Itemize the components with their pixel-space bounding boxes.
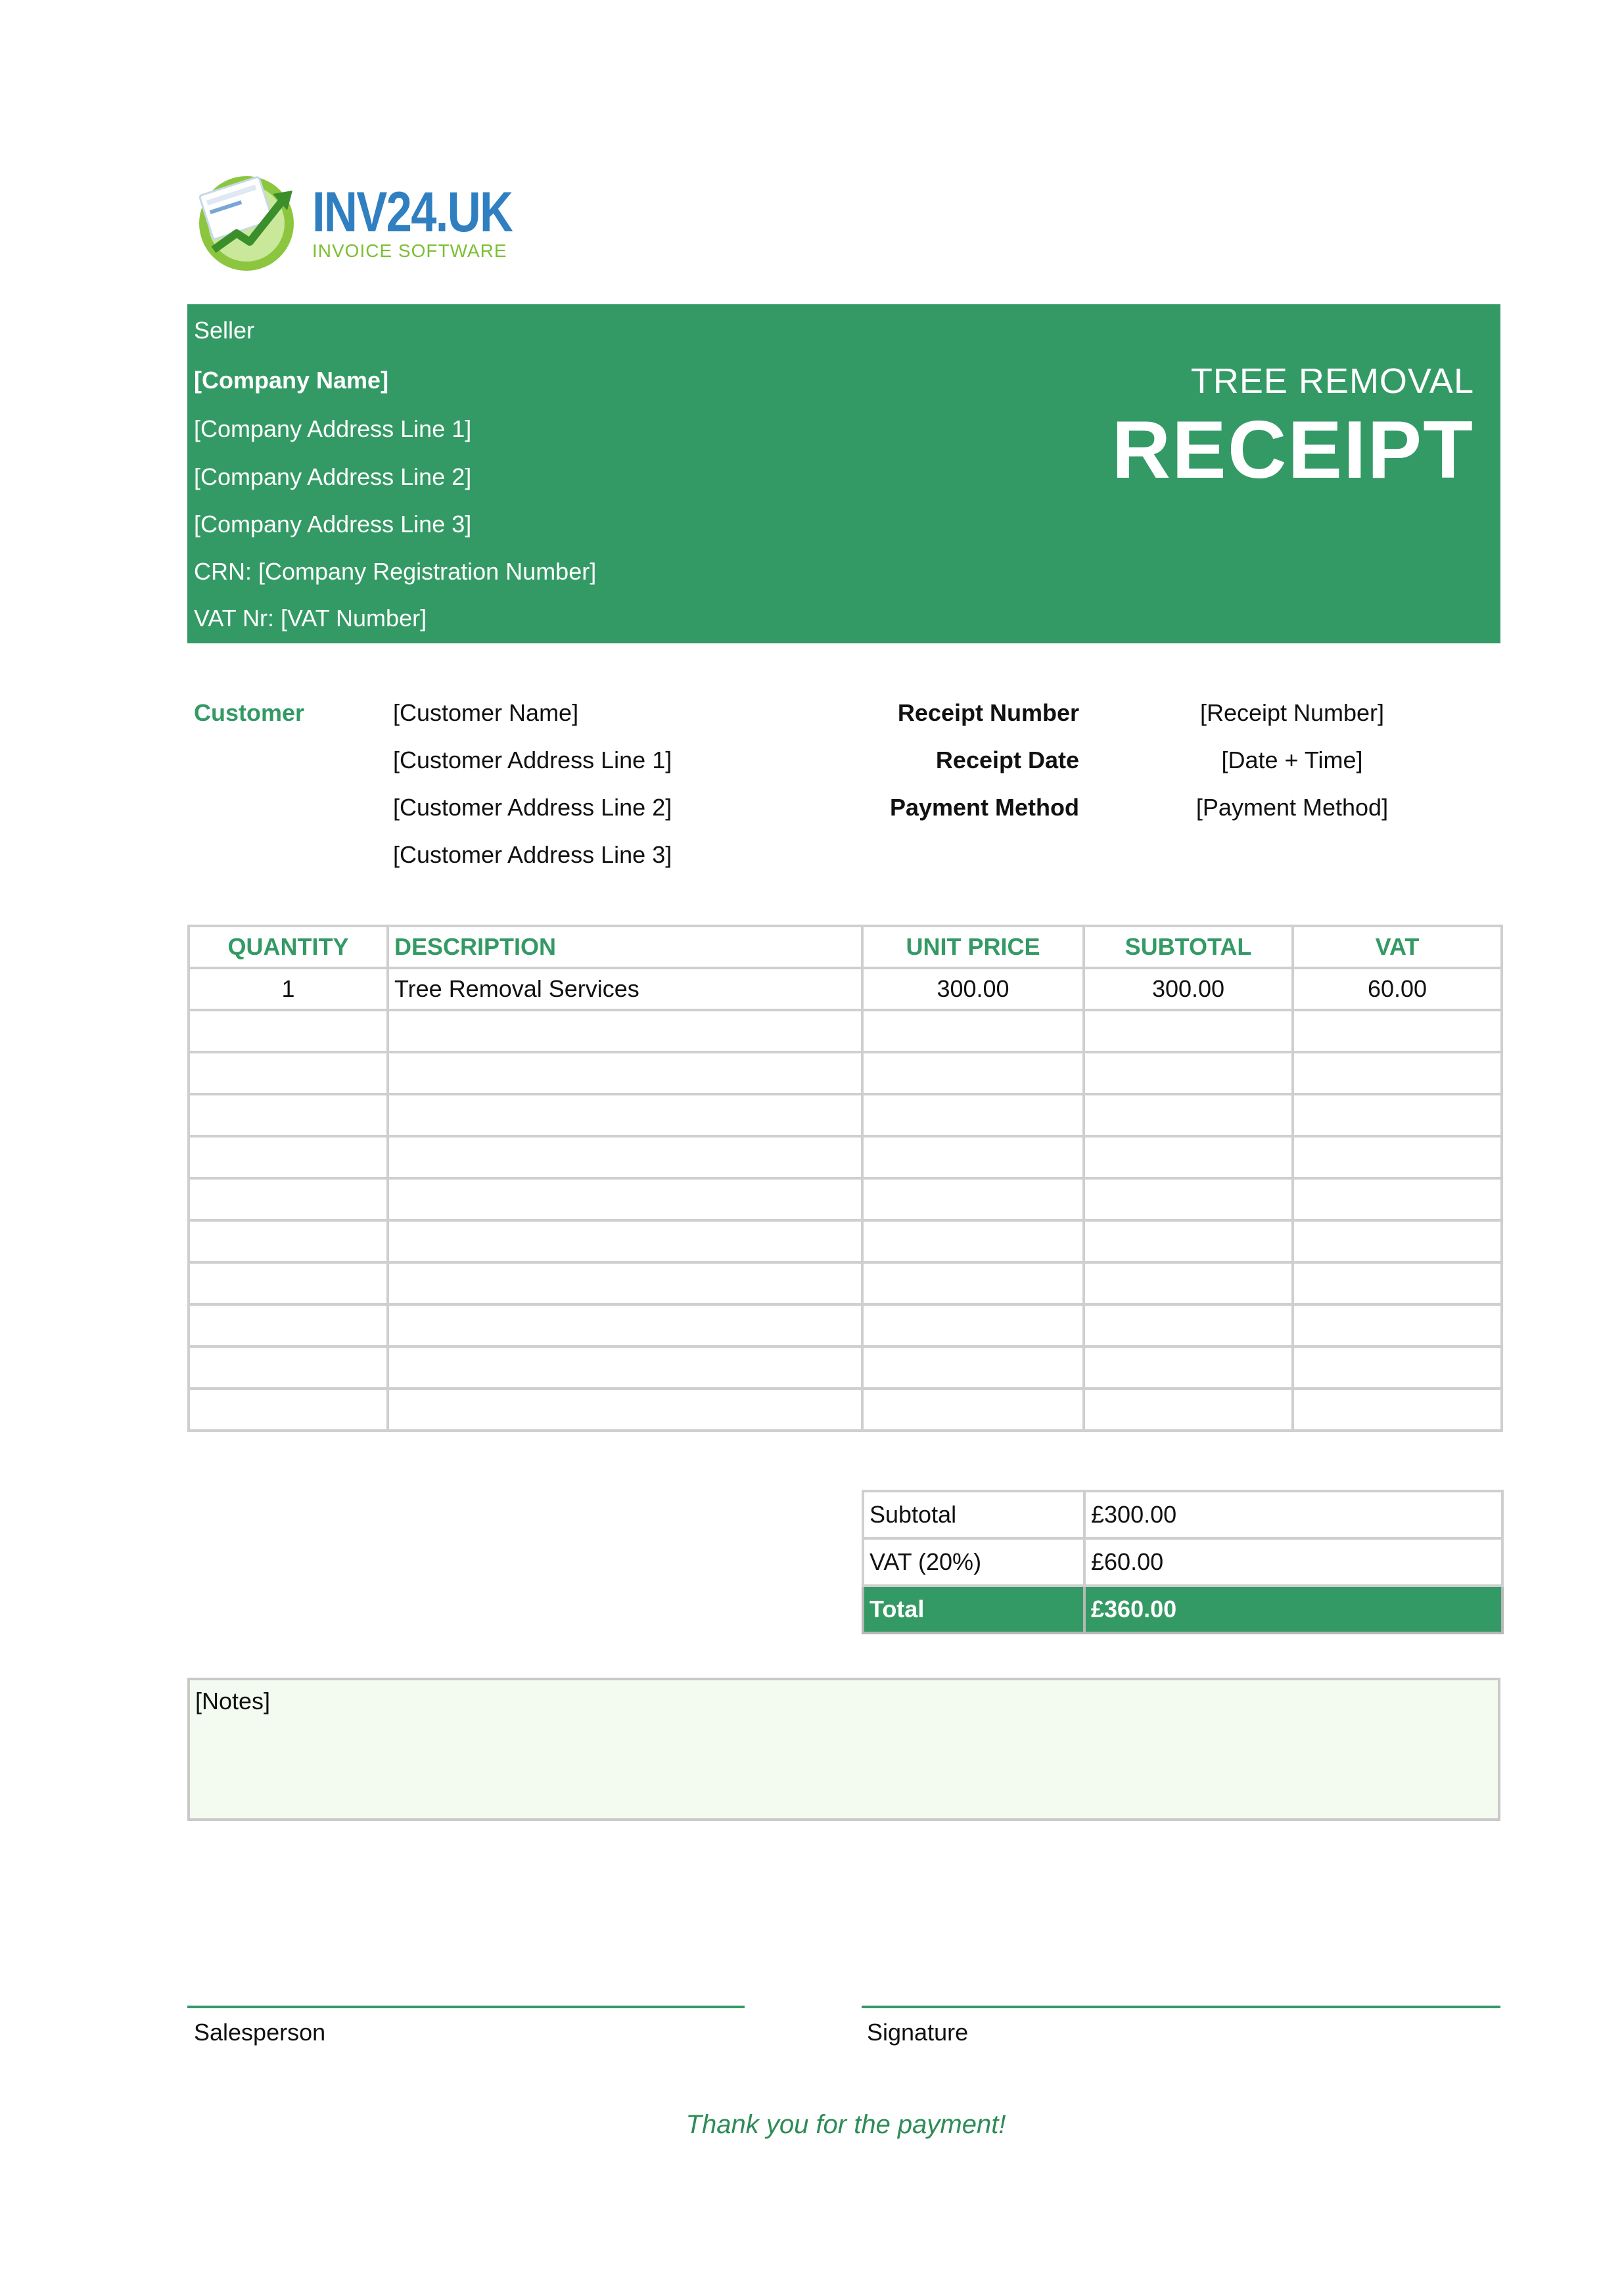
cell-quantity: [189, 1220, 388, 1262]
seller-label: Seller: [194, 317, 255, 344]
company-logo: [194, 164, 513, 276]
vat-row: [863, 1538, 1502, 1586]
total-label: Total: [863, 1586, 1084, 1633]
logo-tagline: INVOICE SOFTWARE: [312, 241, 507, 261]
thank-you-message: Thank you for the payment!: [685, 2110, 1006, 2139]
receipt-number-label: Receipt Number: [897, 699, 1079, 726]
header-vat: VAT: [1293, 926, 1502, 968]
seller-header: [187, 304, 1500, 643]
document-subtitle: TREE REMOVAL: [1190, 361, 1474, 401]
cell-quantity: [189, 1010, 388, 1052]
cell-unit-price: [862, 1346, 1084, 1389]
salesperson-label: Salesperson: [194, 2019, 326, 2046]
cell-quantity: [189, 1052, 388, 1094]
cell-subtotal: [1084, 1304, 1293, 1346]
notes-box[interactable]: [187, 1678, 1500, 1821]
cell-vat: [1293, 1220, 1502, 1262]
subtotal-row: [863, 1491, 1502, 1538]
company-crn: CRN: [Company Registration Number]: [194, 558, 597, 585]
cell-subtotal: [1084, 1136, 1293, 1178]
cell-description: [388, 1010, 862, 1052]
cell-subtotal: [1084, 1094, 1293, 1136]
cell-unit-price: [862, 1010, 1084, 1052]
table-row: [189, 1010, 1502, 1052]
cell-description: [388, 1136, 862, 1178]
cell-subtotal: [1084, 1010, 1293, 1052]
cell-vat: [1293, 1010, 1502, 1052]
subtotal-value: £300.00: [1084, 1491, 1502, 1538]
cell-subtotal: [1084, 1262, 1293, 1304]
items-table: [187, 925, 1503, 1432]
table-row: [189, 1220, 1502, 1262]
receipt-date-value: [Date + Time]: [1221, 747, 1363, 773]
cell-vat: [1293, 1136, 1502, 1178]
cell-quantity: [189, 1178, 388, 1220]
table-row: [189, 1178, 1502, 1220]
company-vat-number: VAT Nr: [VAT Number]: [194, 605, 427, 632]
header-unit-price: UNIT PRICE: [862, 926, 1084, 968]
total-row: [863, 1586, 1502, 1633]
cell-description: [388, 1346, 862, 1389]
company-address-line-2: [Company Address Line 2]: [194, 463, 472, 490]
cell-unit-price: [862, 1136, 1084, 1178]
cell-vat: [1293, 1346, 1502, 1389]
cell-description: Tree Removal Services: [388, 968, 862, 1010]
cell-vat: 60.00: [1293, 968, 1502, 1010]
cell-subtotal: [1084, 1178, 1293, 1220]
cell-unit-price: [862, 1304, 1084, 1346]
cell-unit-price: [862, 1262, 1084, 1304]
signature-line: [862, 2006, 1500, 2008]
cell-subtotal: 300.00: [1084, 968, 1293, 1010]
payment-method-label: Payment Method: [889, 794, 1079, 821]
header-subtotal: SUBTOTAL: [1084, 926, 1293, 968]
customer-address-line-3: [Customer Address Line 3]: [393, 841, 672, 868]
table-row: [189, 1304, 1502, 1346]
cell-unit-price: [862, 1094, 1084, 1136]
cell-vat: [1293, 1052, 1502, 1094]
subtotal-label: Subtotal: [863, 1491, 1084, 1538]
cell-subtotal: [1084, 1389, 1293, 1431]
cell-description: [388, 1094, 862, 1136]
table-row: [189, 968, 1502, 1010]
cell-quantity: [189, 1262, 388, 1304]
cell-description: [388, 1304, 862, 1346]
cell-subtotal: [1084, 1220, 1293, 1262]
notes-text: [Notes]: [195, 1688, 271, 1714]
table-row: [189, 1052, 1502, 1094]
cell-quantity: [189, 1094, 388, 1136]
cell-unit-price: [862, 1178, 1084, 1220]
cell-quantity: [189, 1389, 388, 1431]
total-value: £360.00: [1084, 1586, 1502, 1633]
cell-description: [388, 1178, 862, 1220]
cell-description: [388, 1052, 862, 1094]
table-row: [189, 1136, 1502, 1178]
company-name: [Company Name]: [194, 367, 389, 394]
cell-unit-price: [862, 1389, 1084, 1431]
receipt-number-value: [Receipt Number]: [1199, 699, 1385, 726]
cell-vat: [1293, 1304, 1502, 1346]
customer-label: Customer: [194, 699, 305, 726]
totals-table: [862, 1490, 1504, 1634]
cell-quantity: 1: [189, 968, 388, 1010]
table-row: [189, 1389, 1502, 1431]
cell-unit-price: 300.00: [862, 968, 1084, 1010]
table-row: [189, 1094, 1502, 1136]
header-quantity: QUANTITY: [189, 926, 388, 968]
cell-subtotal: [1084, 1052, 1293, 1094]
receipt-date-label: Receipt Date: [935, 747, 1079, 773]
cell-unit-price: [862, 1220, 1084, 1262]
cell-unit-price: [862, 1052, 1084, 1094]
salesperson-line: [187, 2006, 745, 2008]
table-row: [189, 1262, 1502, 1304]
cell-description: [388, 1262, 862, 1304]
logo-name: INV24.UK: [312, 181, 513, 244]
customer-address-line-2: [Customer Address Line 2]: [393, 794, 672, 821]
cell-quantity: [189, 1304, 388, 1346]
logo-icon: [194, 164, 306, 276]
cell-quantity: [189, 1346, 388, 1389]
document-title: RECEIPT: [1111, 405, 1474, 495]
cell-vat: [1293, 1389, 1502, 1431]
items-header-row: [189, 926, 1502, 968]
cell-quantity: [189, 1136, 388, 1178]
cell-vat: [1293, 1094, 1502, 1136]
table-row: [189, 1346, 1502, 1389]
customer-address-line-1: [Customer Address Line 1]: [393, 747, 672, 773]
customer-name: [Customer Name]: [393, 699, 579, 726]
cell-description: [388, 1220, 862, 1262]
vat-label: VAT (20%): [863, 1538, 1084, 1586]
header-description: DESCRIPTION: [388, 926, 862, 968]
cell-description: [388, 1389, 862, 1431]
vat-value: £60.00: [1084, 1538, 1502, 1586]
cell-vat: [1293, 1178, 1502, 1220]
company-address-line-1: [Company Address Line 1]: [194, 415, 472, 442]
cell-vat: [1293, 1262, 1502, 1304]
signature-label: Signature: [867, 2019, 969, 2046]
cell-subtotal: [1084, 1346, 1293, 1389]
payment-method-value: [Payment Method]: [1195, 794, 1389, 821]
company-address-line-3: [Company Address Line 3]: [194, 511, 472, 538]
